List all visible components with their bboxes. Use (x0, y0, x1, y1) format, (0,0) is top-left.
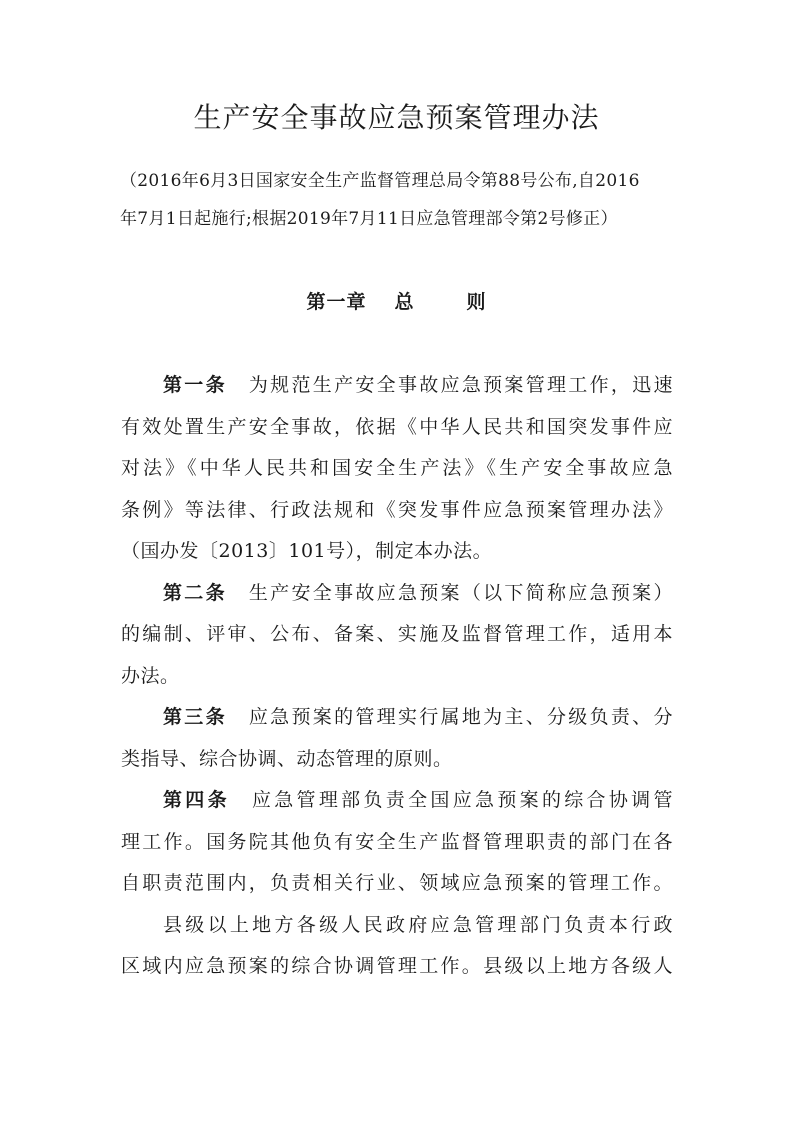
paragraph-line-2: 区域内应急预案的综合协调管理工作。县级以上地方各级人 (121, 955, 673, 977)
document-title: 生产安全事故应急预案管理办法 (193, 101, 600, 134)
article-2-line-2: 的编制、评审、公布、备案、实施及监督管理工作，适用本 (121, 623, 673, 645)
article-1-line-1 (163, 365, 673, 405)
article-4-line-3: 自职责范围内，负责相关行业、领域应急预案的管理工作。 (121, 872, 673, 894)
article-2-text: 生产安全事故应急预案（以下简称应急预案） (248, 582, 673, 604)
article-1-line-3: 对法》《中华人民共和国安全生产法》《生产安全事故应急 (121, 457, 673, 479)
chapter-name-part-1: 总 (394, 291, 415, 313)
article-1-text: 为规范生产安全事故应急预案管理工作，迅速 (248, 374, 673, 396)
chapter-name-part-2: 则 (466, 291, 487, 313)
article-2-label: 第二条 (163, 582, 227, 604)
document-subtitle-line-2: 年7月1日起施行;根据2019年7月11日应急管理部令第2号修正） (120, 209, 618, 229)
article-2-line-1 (163, 573, 673, 613)
article-4-text: 应急管理部负责全国应急预案的综合协调管 (251, 789, 673, 811)
article-2-line-3: 办法。 (121, 665, 180, 687)
article-1-line-4: 条例》等法律、行政法规和《突发事件应急预案管理办法》 (121, 499, 673, 521)
document-subtitle-line-1: （2016年6月3日国家安全生产监督管理总局令第88号公布,自2016 (120, 171, 640, 191)
chapter-heading (0, 287, 793, 317)
article-4-label: 第四条 (163, 789, 230, 811)
article-3-line-2: 类指导、综合协调、动态管理的原则。 (121, 748, 453, 770)
article-4-line-2: 理工作。国务院其他负有安全生产监督管理职责的部门在各 (121, 831, 673, 853)
article-1-line-2: 有效处置生产安全事故，依据《中华人民共和国突发事件应 (121, 416, 673, 438)
article-1-label: 第一条 (163, 374, 227, 396)
article-3-label: 第三条 (163, 706, 227, 728)
article-3-text: 应急预案的管理实行属地为主、分级负责、分 (248, 706, 673, 728)
chapter-number: 第一章 (306, 291, 367, 313)
article-3-line-1 (163, 697, 673, 737)
article-4-line-1 (163, 780, 673, 820)
paragraph-line-1: 县级以上地方各级人民政府应急管理部门负责本行政 (163, 914, 673, 936)
article-1-line-5: （国办发〔2013〕101号），制定本办法。 (121, 540, 493, 562)
